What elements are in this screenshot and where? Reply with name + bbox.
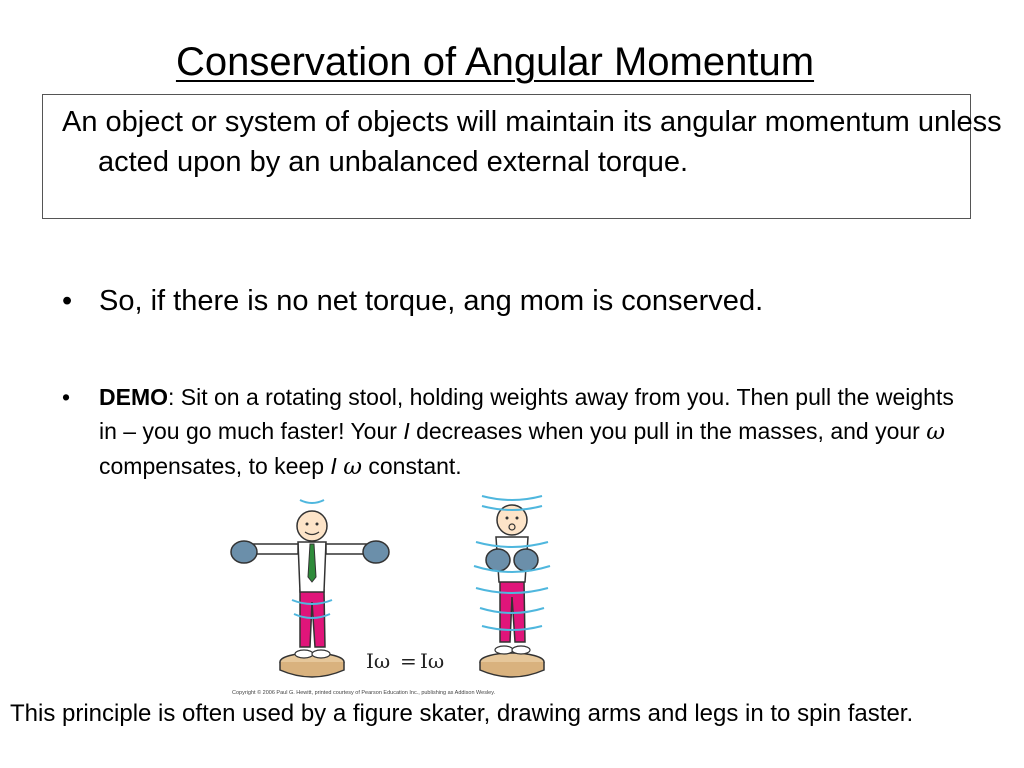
demo-text-part: constant. [361, 453, 462, 479]
shoe [295, 650, 313, 658]
definition-text: An object or system of objects will maintain its angular momentum unless acted upon by an unbalanced external torque. [62, 106, 1002, 178]
omega-symbol: ω [343, 454, 362, 480]
rotation-arrow [300, 500, 324, 503]
rotation-arrow [482, 496, 542, 500]
rotation-arrow [482, 626, 542, 630]
bullet-text: So, if there is no net torque, ang mom is conserved. [99, 285, 764, 317]
rotating-stool-illustration [220, 482, 580, 697]
omega-symbol: ω [926, 419, 945, 445]
bullet-demo [62, 380, 972, 484]
pants [500, 580, 525, 642]
demo-text-part: decreases when you pull in the masses, and your [409, 418, 927, 444]
inertia-symbol: I [403, 418, 410, 444]
stool-base [480, 662, 544, 677]
figure-arms-pulled-in [474, 496, 550, 677]
weight [231, 541, 257, 563]
bullet-marker: • [62, 285, 73, 317]
equation-equals: = [400, 649, 417, 673]
demo-label: DEMO [99, 384, 168, 410]
demo-text [99, 380, 972, 484]
bullet-marker: • [62, 384, 71, 410]
bullet-no-torque [62, 283, 972, 319]
weight [486, 549, 510, 571]
shoe [495, 646, 513, 654]
stool-base [280, 662, 344, 677]
equation [366, 649, 444, 673]
demo-text-part: : Sit on a rotating stool, holding weights away from you. Then pull the weights in – you go much faster! Your [99, 384, 954, 444]
slide-title: Conservation of Angular Momentum [175, 40, 815, 84]
inertia-symbol: I [330, 453, 337, 479]
weight [363, 541, 389, 563]
shoe [512, 646, 530, 654]
head [297, 511, 327, 541]
equation-right: Iω [420, 649, 445, 673]
caption-text: This principle is often used by a figure skater, drawing arms and legs in to spin faster. [10, 700, 914, 727]
equation-left: Iω [366, 649, 391, 673]
demo-text-part: compensates, to keep [99, 453, 331, 479]
weight [514, 549, 538, 571]
tie [308, 544, 316, 582]
shoe [312, 650, 330, 658]
figure-copyright: Copyright © 2006 Paul G. Hewitt, printed courtesy of Pearson Education Inc., publishing as Addison Wesley. [232, 690, 496, 696]
